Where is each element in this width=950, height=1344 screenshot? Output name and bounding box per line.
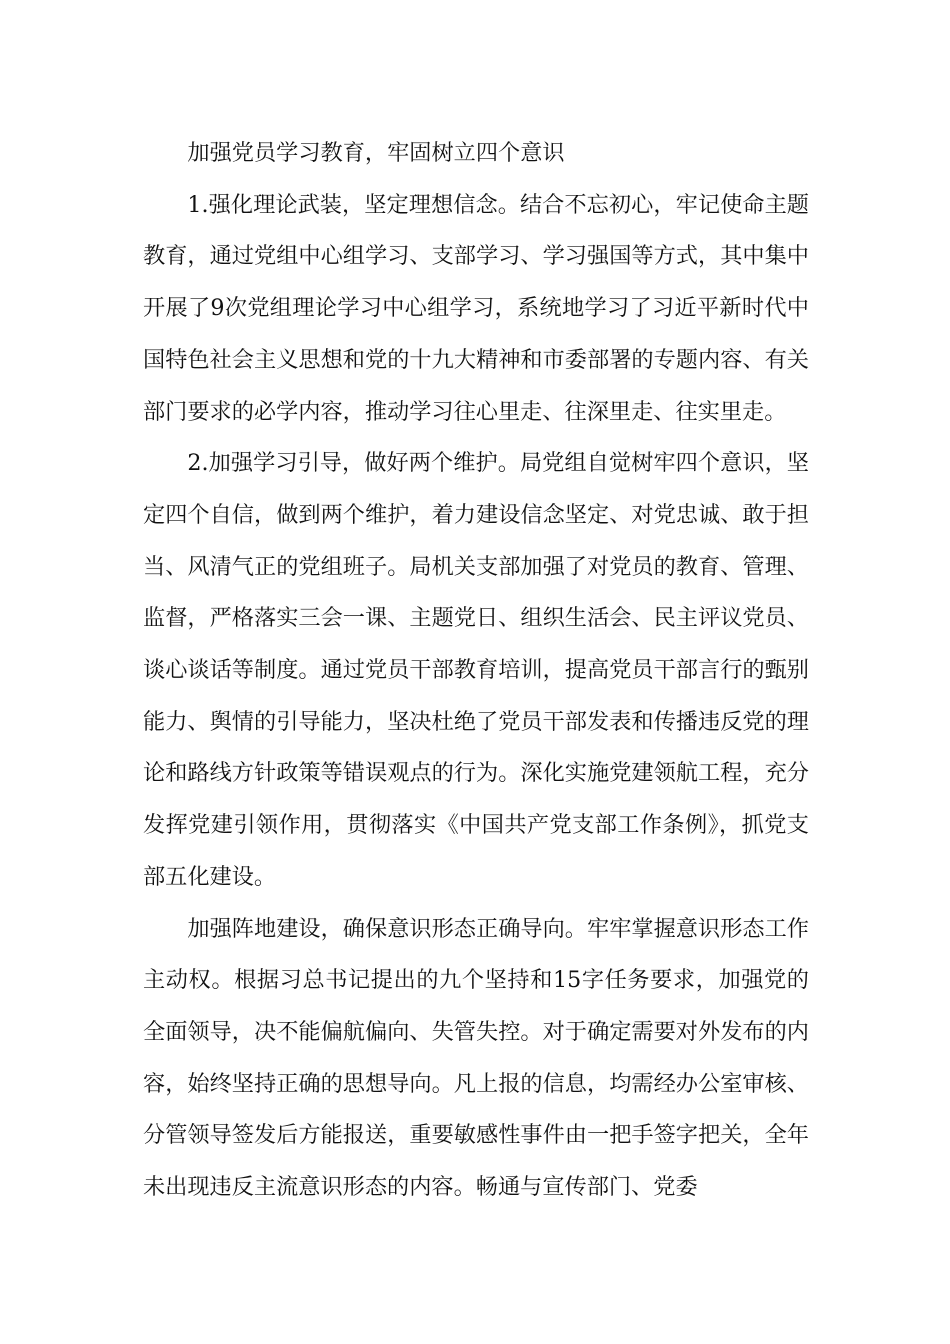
paragraph-position-building: 加强阵地建设，确保意识形态正确导向。牢牢掌握意识形态工作主动权。根据习总书记提出的九个坚持和15字任务要求，加强党的全面领导，决不能偏航偏向、失管失控。对于确定需要对外发布的内容，始终坚持正确的思想导向。凡上报的信息，均需经办公室审核、分管领导签发后方能报送，重要敏感性事件由一把手签字把关，全年未出现违反主流意识形态的内容。畅通与宣传部门、党委: [143, 915, 809, 1201]
paragraph-study-guidance: 2.加强学习引导，做好两个维护。局党组自觉树牢四个意识，坚定四个自信，做到两个维护，着力建设信念坚定、对党忠诚、敢于担当、风清气正的党组班子。局机关支部加强了对党员的教育、管理、监督，严格落实三会一课、主题党日、组织生活会、民主评议党员、谈心谈话等制度。通过党员干部教育培训，提高党员干部言行的甄别能力、舆情的引导能力，坚决杜绝了党员干部发表和传播违反党的理论和路线方针政策等错误观点的行为。深化实施党建领航工程，充分发挥党建引领作用，贯彻落实《中国共产党支部工作条例》，抓党支部五化建设。: [143, 450, 809, 890]
paragraph-theory-armament: 1.强化理论武装，坚定理想信念。结合不忘初心，牢记使命主题教育，通过党组中心组学习、支部学习、学习强国等方式，其中集中开展了9次党组理论学习中心组学习，系统地学习了习近平新时代中国特色社会主义思想和党的十九大精神和市委部署的专题内容、有关部门要求的必学内容，推动学习往心里走、往深里走、往实里走。: [143, 191, 809, 425]
paragraph-heading-study-education: 加强党员学习教育，牢固树立四个意识: [187, 140, 565, 166]
document-body: [143, 128, 809, 1214]
